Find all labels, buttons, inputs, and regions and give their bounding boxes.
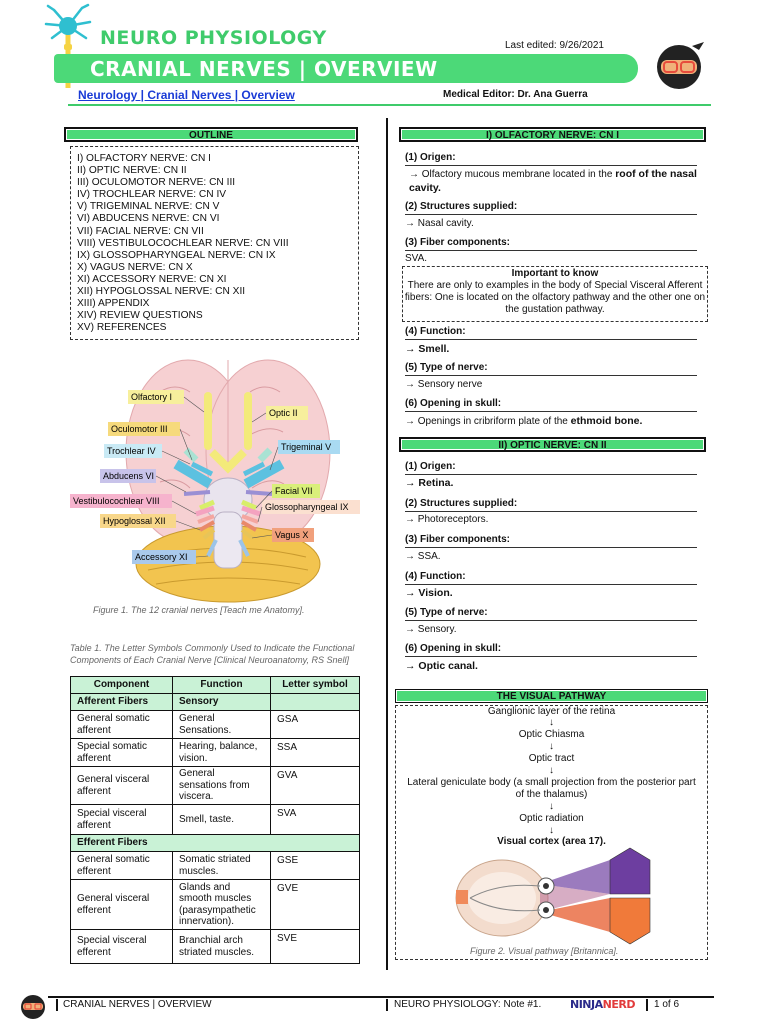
down-arrow-icon: ↓ (549, 741, 554, 752)
label-trochlear: Trochlear IV (107, 446, 156, 456)
outline-item[interactable]: V) TRIGEMINAL NERVE: CN V (77, 201, 220, 213)
outline-item[interactable]: VIII) VESTIBULOCOCHLEAR NERVE: CN VIII (77, 237, 289, 249)
label-olfactory: Olfactory I (131, 392, 173, 402)
table-row: General somatic afferent General Sensations. GSA (71, 711, 360, 739)
optic-type-text: → Sensory. (405, 624, 457, 635)
table-header-row (71, 677, 360, 694)
outline-item[interactable]: X) VAGUS NERVE: CN X (77, 261, 193, 273)
olfactory-function-text: → Smell. (405, 343, 450, 355)
label-vagus: Vagus X (275, 530, 309, 540)
table-row: Special visceral afferent Smell, taste. SVA (71, 805, 360, 835)
table-header: Component (71, 677, 173, 694)
down-arrow-icon: ↓ (549, 825, 554, 836)
optic-opening-text: → Optic canal. (405, 660, 478, 672)
olfactory-opening-label: (6) Opening in skull: (405, 398, 697, 412)
ninja-nerd-logo: NINJANERD (570, 998, 635, 1011)
table-row: General visceral afferent General sensations from viscera. GVA (71, 767, 360, 805)
table-header: Letter symbol (271, 677, 360, 694)
pathway-step: Optic Chiasma (518, 729, 585, 740)
footer-separator (646, 999, 648, 1011)
outline-item[interactable]: XIII) APPENDIX (77, 298, 150, 310)
label-glossopharyngeal: Glossopharyngeal IX (265, 502, 349, 512)
ninja-avatar-icon (652, 38, 706, 92)
outline-item[interactable]: IV) TROCHLEAR NERVE: CN IV (77, 189, 227, 201)
subject-title: NEURO PHYSIOLOGY (100, 27, 327, 49)
important-text: There are only to examples in the body of Special Visceral Afferent fibers: One is located on the olfactory pathway and the other one on the gustation pathway. (404, 280, 706, 315)
outline-item[interactable]: XIV) REVIEW QUESTIONS (77, 310, 203, 322)
footer-note: NEURO PHYSIOLOGY: Note #1. (394, 999, 542, 1010)
page-title: CRANIAL NERVES | OVERVIEW (90, 57, 438, 81)
visual-pathway-figure (450, 846, 660, 946)
visual-pathway-header: THE VISUAL PATHWAY (395, 689, 708, 703)
olfactory-origin-label: (1) Origen: (405, 152, 697, 166)
optic-structures-label: (2) Structures supplied: (405, 498, 697, 512)
header-divider (68, 104, 711, 106)
outline-item[interactable]: XV) REFERENCES (77, 322, 167, 334)
pathway-step: Ganglionic layer of the retina (487, 706, 616, 717)
pathway-step: Optic tract (528, 753, 575, 764)
pathway-step: Visual cortex (area 17). (497, 836, 606, 847)
down-arrow-icon: ↓ (549, 765, 554, 776)
footer-section-title: CRANIAL NERVES | OVERVIEW (63, 999, 212, 1010)
ninja-footer-icon (16, 990, 50, 1020)
outline-header: OUTLINE (64, 127, 358, 142)
label-trigeminal: Trigeminal V (281, 442, 332, 452)
label-vestibulocochlear: Vestibulocochlear VIII (73, 496, 160, 506)
olfactory-fiber-text: SVA. (405, 253, 428, 264)
table-group-label: Efferent Fibers (71, 835, 360, 852)
optic-structures-text: → Photoreceptors. (405, 514, 489, 525)
optic-origin-text: → Retina. (405, 477, 454, 489)
cranial-nerves-figure (73, 352, 360, 602)
optic-fiber-text: → SSA. (405, 551, 441, 562)
table-row: General visceral efferent Glands and smooth muscles (parasympathetic innervation). GVE (71, 880, 360, 930)
footer-separator (386, 999, 388, 1011)
outline-item[interactable]: I) OLFACTORY NERVE: CN I (77, 153, 211, 164)
olfactory-function-label: (4) Function: (405, 326, 697, 340)
table-row: Special somatic afferent Hearing, balance, vision. SSA (71, 739, 360, 767)
table-header: Function (173, 677, 271, 694)
table-group-label: Sensory (173, 694, 271, 711)
outline-item[interactable]: XII) HYPOGLOSSAL NERVE: CN XII (77, 286, 246, 298)
figure2-caption: Figure 2. Visual pathway [Britannica]. (470, 946, 619, 956)
label-optic: Optic II (269, 408, 298, 418)
outline-item[interactable]: VII) FACIAL NERVE: CN VII (77, 225, 204, 237)
pathway-step: Lateral geniculate body (a small projection from the posterior part of the thalamus) (407, 777, 696, 800)
breadcrumb-link[interactable]: Neurology | Cranial Nerves | Overview (78, 88, 295, 102)
last-edited-date: Last edited: 9/26/2021 (505, 40, 604, 51)
olfactory-structures-text: → Nasal cavity. (405, 218, 474, 229)
table-group-label: Afferent Fibers (71, 694, 173, 711)
table-row: Special visceral efferent Branchial arch striated muscles. SVE (71, 930, 360, 964)
outline-item[interactable]: IX) GLOSSOPHARYNGEAL NERVE: CN IX (77, 249, 276, 261)
functional-components-table (70, 676, 360, 964)
label-facial: Facial VII (275, 486, 313, 496)
table-group-row (71, 694, 360, 711)
outline-item[interactable]: XI) ACCESSORY NERVE: CN XI (77, 273, 227, 285)
outline-item[interactable]: VI) ABDUCENS NERVE: CN VI (77, 213, 220, 225)
important-note-box (402, 266, 708, 322)
table-row: General somatic efferent Somatic striated muscles. GSE (71, 852, 360, 880)
table-group-row (71, 835, 360, 852)
label-accessory: Accessory XI (135, 552, 188, 562)
page-number: 1 of 6 (654, 999, 680, 1010)
down-arrow-icon: ↓ (549, 801, 554, 812)
optic-function-text: → Vision. (405, 587, 453, 599)
olfactory-section-header: I) OLFACTORY NERVE: CN I (399, 127, 706, 142)
optic-fiber-label: (3) Fiber components: (405, 534, 697, 548)
olfactory-type-text: → Sensory nerve (405, 379, 483, 390)
label-abducens: Abducens VI (103, 471, 155, 481)
olfactory-structures-label: (2) Structures supplied: (405, 201, 697, 215)
outline-list (70, 146, 359, 340)
olfactory-opening-text: → Openings in cribriform plate of the ethmoid bone. (405, 415, 643, 427)
pathway-step: Optic radiation (519, 813, 584, 824)
title-bar (54, 54, 638, 83)
optic-opening-label: (6) Opening in skull: (405, 643, 697, 657)
down-arrow-icon: ↓ (549, 717, 554, 728)
column-divider (386, 118, 388, 970)
optic-origin-label: (1) Origen: (405, 461, 697, 475)
outline-item[interactable]: III) OCULOMOTOR NERVE: CN III (77, 177, 236, 189)
label-oculomotor: Oculomotor III (111, 424, 168, 434)
optic-section-header: II) OPTIC NERVE: CN II (399, 437, 706, 452)
important-title: Important to know (511, 268, 599, 279)
outline-item[interactable]: II) OPTIC NERVE: CN II (77, 165, 187, 177)
figure1-caption: Figure 1. The 12 cranial nerves [Teach me Anatomy]. (93, 605, 305, 615)
footer-separator (56, 999, 58, 1011)
optic-type-label: (5) Type of nerve: (405, 607, 697, 621)
medical-editor: Medical Editor: Dr. Ana Guerra (443, 89, 588, 100)
olfactory-type-label: (5) Type of nerve: (405, 362, 697, 376)
olfactory-fiber-label: (3) Fiber components: (405, 237, 697, 251)
optic-function-label: (4) Function: (405, 571, 697, 585)
olfactory-origin-text: → Olfactory mucous membrane located in the roof of the nasal cavity. (409, 168, 697, 194)
table1-caption: Table 1. The Letter Symbols Commonly Used to Indicate the Functional Components of Each Cranial Nerve [Clinical Neuroanatomy, RS Snell] (70, 643, 355, 665)
label-hypoglossal: Hypoglossal XII (103, 516, 166, 526)
